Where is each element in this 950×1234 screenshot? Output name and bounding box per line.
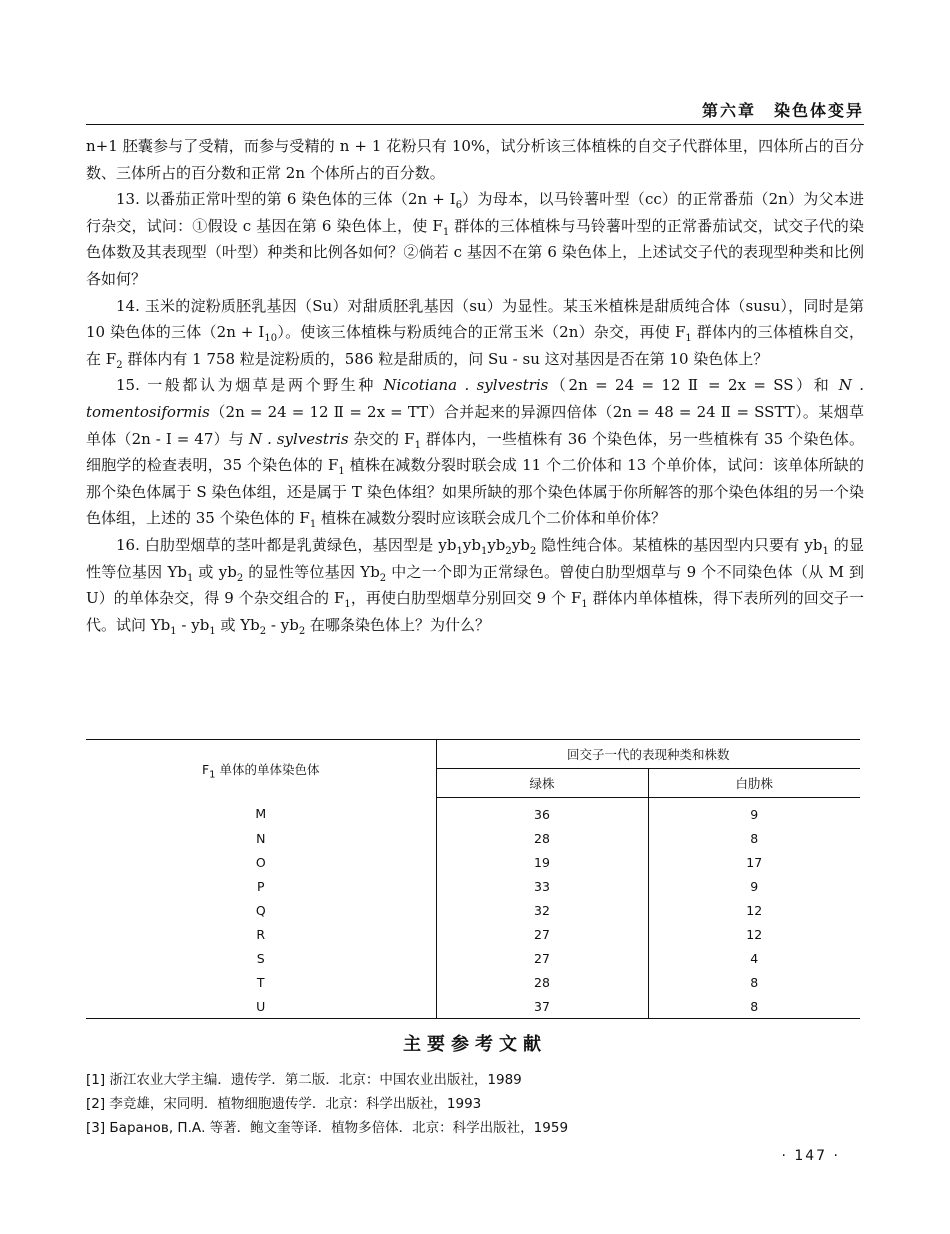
question-14: 14. 玉米的淀粉质胚乳基因（Su）对甜质胚乳基因（su）为显性。某玉米植株是甜质纯合体（susu），同时是第 10 染色体的三体$(2n + I_{10})$。使该三体植株与粉质纯合的正常玉米（2n）杂交，再使 $F_1$ 群体内的三体植株自交，在 $F_2$ 群体内有 1 758 粒是淀粉质的，586 粒是甜质的，问 Su - su 这对基因是否在第 10 染色体上？	[86, 296, 865, 371]
table-row: Q 32 12	[86, 898, 860, 922]
col-header-white: 白肋株	[648, 769, 860, 798]
table-row: N 28 8	[86, 826, 860, 850]
table-row: O 19 17	[86, 850, 860, 874]
reference-item: [3] Баранов, П.А. 等著．鲍文奎等译．植物多倍体．北京：科学出版社，1959	[86, 1120, 569, 1136]
reference-item: [1] 浙江农业大学主编．遗传学．第二版．北京：中国农业出版社，1989	[86, 1072, 522, 1088]
backcross-table	[86, 739, 860, 1019]
chapter-title: 第六章 染色体变异	[701, 101, 864, 120]
paragraph-12-continued: n+1 胚囊参与了受精，而参与受精的 n + 1 花粉只有 10%，试分析该三体植株的自交子代群体里，四体所占的百分数、三体所占的百分数和正常 2n 个体所占的百分数。	[86, 137, 864, 182]
table-row: M 36 9	[86, 798, 860, 827]
reference-item: [2] 李竞雄，宋同明．植物细胞遗传学．北京：科学出版社，1993	[86, 1096, 482, 1112]
page-number: · 147 ·	[781, 1148, 840, 1164]
table-row: T 28 8	[86, 970, 860, 994]
col-header-green: 绿株	[436, 769, 648, 798]
table-row: P 33 9	[86, 874, 860, 898]
table-row: U 37 8	[86, 994, 860, 1019]
table-row: R 27 12	[86, 922, 860, 946]
col-header-group: 回交子一代的表现种类和株数	[436, 740, 860, 769]
body-text	[86, 133, 864, 638]
references-list	[86, 1068, 568, 1140]
question-15: 15. 一般都认为烟草是两个野生种 Nicotiana . sylvestris（2n = 24 = 12 Ⅱ = 2x = SS）和 N . tomentosiformis（2n = 24 = 12 Ⅱ = 2x = TT）合并起来的异源四倍体（2n = 48 = 24 Ⅱ = SSTT）。某烟草单体（2n - I = 47）与 N . sylvestris 杂交的 $F_1$ 群体内，一些植株有 36 个染色体，另一些植株有 35 个染色体。细胞学的检查表明，35 个染色体的 $F_1$ 植株在减数分裂时联会成 11 个二价体和 13 个单价体，试问：该单体所缺的那个染色体属于 S 染色体组，还是属于 T 染色体组？如果所缺的那个染色体属于你所解答的那个染色体组的另一个染色体组，上述的 35 个染色体的 $F_1$ 植株在减数分裂时应该联会成几个二价体和单价体？	[86, 376, 864, 531]
col-header-monosomic: $F_1$ 单体的单体染色体	[86, 740, 436, 798]
page-header	[86, 98, 864, 125]
references-title: 主要参考文献	[403, 1034, 547, 1055]
question-16: 16. 白肋型烟草的茎叶都是乳黄绿色，基因型是 $yb_1yb_1yb_2yb_2$ 隐性纯合体。某植株的基因型内只要有 $yb_1$ 的显性等位基因 $Yb_1$ 或 $yb_2$ 的显性等位基因 $Yb_2$ 中之一个即为正常绿色。曾使白肋型烟草与 9 个不同染色体（从 M 到 U）的单体杂交，得 9 个杂交组合的 $F_1$，再使白肋型烟草分别回交 9 个 $F_1$ 群体内单体植株，得下表所列的回交子一代。试问 $Yb_1 - yb_1$ 或 $Yb_2 - yb_2$ 在哪条染色体上？为什么？	[86, 535, 864, 637]
table-row: S 27 4	[86, 946, 860, 970]
question-13: 13. 以番茄正常叶型的第 6 染色体的三体$(2n + I_6)$为母本，以马铃薯叶型（cc）的正常番茄（2n）为父本进行杂交，试问：①假设 c 基因在第 6 染色体上，使 $F_1$ 群体的三体植株与马铃薯叶型的正常番茄试交，试交子代的染色体数及其表现型（叶型）种类和比例各如何？②倘若 c 基因不在第 6 染色体上，上述试交子代的表现型种类和比例各如何？	[86, 190, 864, 288]
